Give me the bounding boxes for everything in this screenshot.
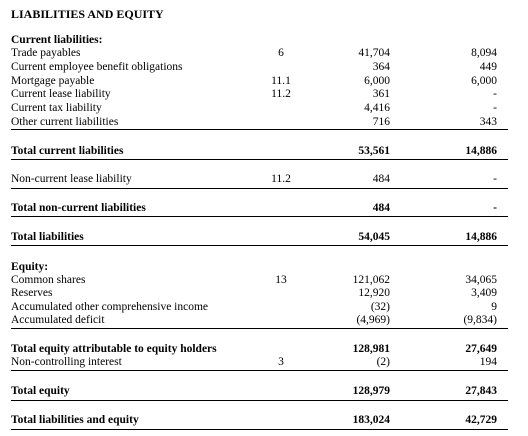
- row-note: 11.2: [271, 88, 291, 100]
- total-value-1: 128,981: [352, 343, 390, 355]
- row-value-1: 4,416: [364, 102, 390, 114]
- row-value-2: 194: [479, 356, 497, 368]
- divider: [11, 400, 508, 401]
- row-label: Other current liabilities: [11, 116, 119, 128]
- row-value-1: (4,969): [356, 314, 390, 326]
- row-label: Reserves: [11, 287, 53, 299]
- row-label: Accumulated other comprehensive income: [11, 301, 209, 313]
- row-label: Mortgage payable: [11, 75, 95, 87]
- row-note: 11.2: [271, 173, 291, 185]
- row-value-2: 34,065: [465, 274, 497, 286]
- total-label: Total liabilities: [11, 231, 84, 243]
- section-title: LIABILITIES AND EQUITY: [11, 7, 164, 21]
- row-value-2: 8,094: [471, 47, 497, 59]
- divider: [11, 328, 508, 329]
- row-value-2: 6,000: [471, 75, 497, 87]
- row-label: Non-current lease liability: [11, 173, 132, 185]
- row-value-1: 121,062: [352, 274, 390, 286]
- total-value-1: 53,561: [358, 145, 390, 157]
- total-label: Total equity: [11, 385, 70, 397]
- divider: [11, 429, 508, 430]
- total-value-1: 128,979: [352, 385, 390, 397]
- total-value-1: 183,024: [352, 414, 390, 426]
- row-value-2: -: [493, 173, 497, 185]
- row-value-1: 364: [372, 61, 390, 73]
- total-label: Total non-current liabilities: [11, 202, 146, 214]
- row-label: Common shares: [11, 274, 86, 286]
- divider: [11, 129, 508, 130]
- row-value-2: (9,834): [463, 314, 497, 326]
- divider: [11, 159, 508, 160]
- row-note: 6: [278, 47, 284, 59]
- row-label: Current tax liability: [11, 102, 102, 114]
- row-value-1: (32): [370, 301, 390, 313]
- row-value-2: -: [493, 102, 497, 114]
- row-value-2: 449: [479, 61, 497, 73]
- total-value-2: 14,886: [465, 231, 497, 243]
- divider: [11, 245, 508, 246]
- row-value-1: (2): [376, 356, 390, 368]
- current-header: Current liabilities:: [11, 34, 103, 46]
- total-value-1: 54,045: [358, 231, 390, 243]
- divider: [11, 370, 508, 371]
- row-value-1: 716: [372, 116, 390, 128]
- row-value-2: 9: [491, 301, 497, 313]
- row-label: Non-controlling interest: [11, 356, 122, 368]
- total-value-1: 484: [372, 202, 390, 214]
- divider: [11, 216, 508, 217]
- row-note: 3: [278, 356, 284, 368]
- total-label: Total current liabilities: [11, 145, 124, 157]
- row-label: Trade payables: [11, 47, 81, 59]
- row-value-2: -: [493, 88, 497, 100]
- row-value-2: 3,409: [471, 287, 497, 299]
- total-value-2: -: [493, 202, 497, 214]
- total-label: Total equity attributable to equity holders: [11, 343, 217, 355]
- divider: [11, 188, 508, 189]
- row-value-1: 484: [372, 173, 390, 185]
- row-value-1: 361: [372, 88, 390, 100]
- row-label: Accumulated deficit: [11, 314, 105, 326]
- row-value-1: 41,704: [358, 47, 390, 59]
- row-note: 13: [275, 274, 287, 286]
- row-label: Current employee benefit obligations: [11, 61, 183, 73]
- row-value-2: 343: [479, 116, 497, 128]
- row-value-1: 12,920: [358, 287, 390, 299]
- total-value-2: 27,843: [465, 385, 497, 397]
- equity-header: Equity:: [11, 261, 49, 273]
- row-value-1: 6,000: [364, 75, 390, 87]
- row-note: 11.1: [271, 75, 291, 87]
- total-value-2: 27,649: [465, 343, 497, 355]
- total-value-2: 42,729: [465, 414, 497, 426]
- row-label: Current lease liability: [11, 88, 111, 100]
- total-value-2: 14,886: [465, 145, 497, 157]
- total-label: Total liabilities and equity: [11, 414, 139, 426]
